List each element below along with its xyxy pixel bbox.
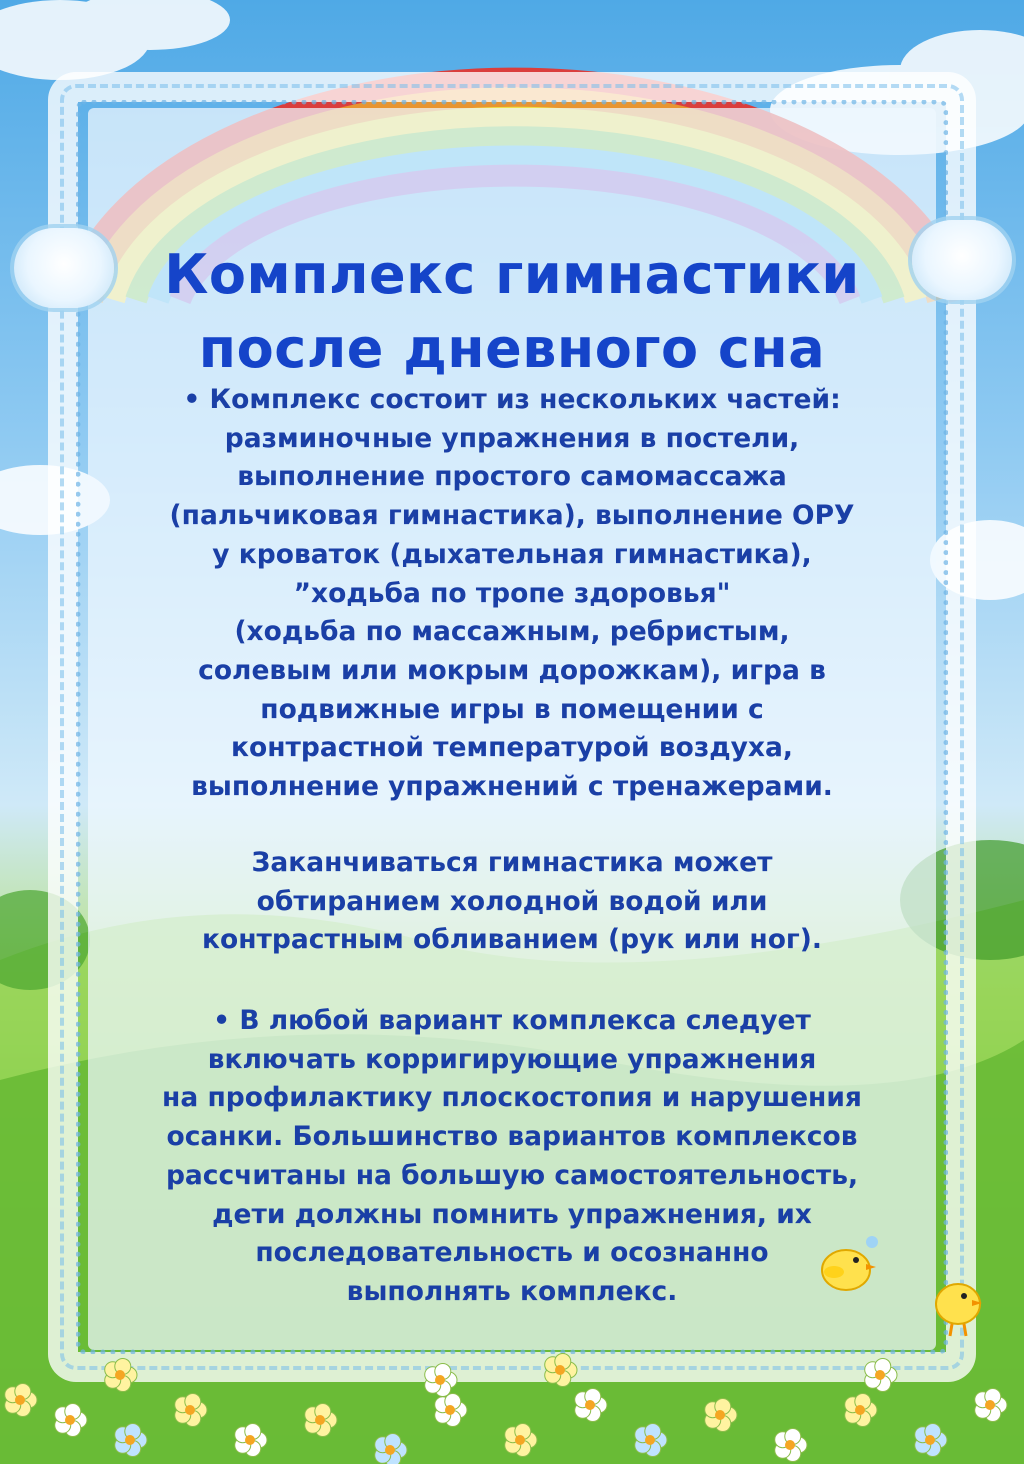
title-line: после дневного сна [198, 317, 826, 380]
flower [55, 1403, 87, 1436]
flower [105, 1358, 137, 1391]
flower [5, 1383, 37, 1416]
text-line: • В любой вариант комплекса следует [213, 1005, 811, 1036]
text-line: контрастной температурой воздуха, [231, 732, 793, 764]
text-line: рассчитаны на большую самостоятельность, [165, 1159, 859, 1191]
text-line: контрастным обливанием (рук или ног). [202, 924, 822, 956]
text-line: • Комплекс состоит из нескольких частей: [183, 384, 841, 415]
flower [545, 1353, 577, 1386]
text-line: (ходьба по массажным, ребристым, [234, 616, 790, 648]
text-line: Заканчиваться гимнастика может [251, 847, 773, 878]
flower [175, 1393, 207, 1426]
text-line: солевым или мокрым дорожкам), игра в [198, 654, 826, 686]
flower [505, 1423, 537, 1456]
flower [705, 1398, 737, 1431]
text-line: дети должны помнить упражнения, их [212, 1198, 812, 1230]
text-line: выполнение упражнений с тренажерами. [191, 771, 833, 803]
flower [775, 1428, 807, 1461]
flower [435, 1393, 467, 1426]
flower [635, 1423, 667, 1456]
flower [865, 1358, 897, 1391]
flower [115, 1423, 147, 1456]
text-line: ”ходьба по тропе здоровья" [293, 577, 731, 609]
text-line: на профилактику плоскостопия и нарушения [162, 1082, 862, 1114]
text-line: у кроваток (дыхательная гимнастика), [212, 538, 812, 570]
flower [425, 1363, 457, 1396]
flower [975, 1388, 1007, 1421]
text-line: обтиранием холодной водой или [256, 885, 768, 917]
text-line: осанки. Большинство вариантов комплексов [166, 1121, 858, 1153]
flower [305, 1403, 337, 1436]
text-line: (пальчиковая гимнастика), выполнение ОРУ [169, 500, 855, 532]
flower [375, 1433, 407, 1464]
title-line: Комплекс гимнастики [164, 243, 860, 306]
text-line: последовательность и осознанно [255, 1237, 769, 1269]
flower [915, 1423, 947, 1456]
flower [575, 1388, 607, 1421]
text-line: подвижные игры в помещении с [260, 693, 764, 725]
text-line: выполнение простого самомассажа [237, 461, 787, 493]
text-line: выполнять комплекс. [346, 1275, 678, 1307]
flower [845, 1393, 877, 1426]
flower [235, 1423, 267, 1456]
text-line: разминочные упражнения в постели, [224, 422, 800, 454]
text-line: включать корригирующие упражнения [207, 1043, 817, 1075]
